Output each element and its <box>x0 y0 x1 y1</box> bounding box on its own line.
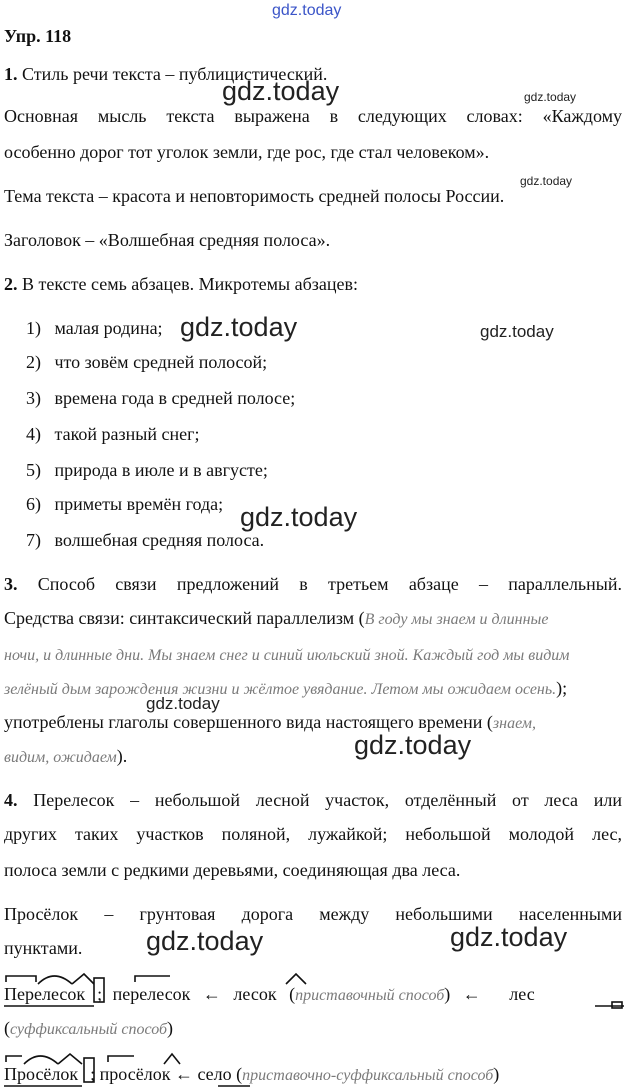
watermark: gdz.today <box>354 730 472 760</box>
watermark-top: gdz.today <box>272 2 342 19</box>
list-item: 1) малая родина; <box>26 318 163 338</box>
section-4-line-5: пунктами. <box>4 938 83 958</box>
section-1-heading: Заголовок – «Волшебная средняя полоса». <box>4 230 331 250</box>
section-4-line-2: других таких участков поляной, лужайкой; небольшой молодой лес, <box>4 824 622 844</box>
section-3-verbs-examples: видим, ожидаем). <box>4 746 128 766</box>
root-mark <box>38 976 72 984</box>
watermark: gdz.today <box>240 502 358 532</box>
watermark: gdz.today <box>222 76 340 106</box>
list-item: 5) природа в июле и в августе; <box>26 460 268 480</box>
section-4-line-3: полоса земли с редкими деревьями, соединяющая два леса. <box>4 860 461 880</box>
wordform-row-3: Просёлок ; просёлок ← село (приставочно-суффиксальный способ) <box>4 1064 500 1084</box>
word-perelesok: перелесок <box>112 984 191 1004</box>
derivation-arrow: ← <box>202 984 221 1004</box>
list-item: 4) такой разный снег; <box>26 424 200 444</box>
section-4-line-4: Просёлок – грунтовая дорога между небольшими населенными <box>4 904 622 924</box>
section-3-line-2: Средства связи: синтаксический параллелизм (В году мы знаем и длинные <box>4 608 549 628</box>
suffix-mark <box>164 1054 180 1064</box>
word-les: лес <box>509 984 535 1004</box>
exercise-title: Упр. 118 <box>4 26 72 46</box>
suffix-mark <box>58 1054 82 1064</box>
derivation-arrow: ← <box>174 1064 193 1084</box>
list-item: 3) времена года в средней полосе; <box>26 388 296 408</box>
watermark: gdz.today <box>480 322 554 341</box>
prefix-mark <box>135 976 170 982</box>
watermark: gdz.today <box>146 926 264 956</box>
word-proselok: просёлок <box>99 1064 171 1084</box>
watermark: gdz.today <box>524 90 577 104</box>
prefix-mark <box>108 1056 134 1062</box>
prefix-mark <box>6 976 36 982</box>
ending-mark <box>612 1002 622 1008</box>
watermark: gdz.today <box>146 694 220 713</box>
watermark: gdz.today <box>520 174 573 188</box>
section-2-intro: 2. В тексте семь абзацев. Микротемы абзацев: <box>4 274 359 294</box>
section-1-idea-line-1: Основная мысль текста выражена в следующих словах: «Каждому <box>4 106 622 126</box>
section-3-line-1: 3. Способ связи предложений в третьем абзаце – параллельный. <box>4 574 622 594</box>
prefix-mark <box>6 1056 22 1062</box>
list-item: 2) что зовём средней полосой; <box>26 352 268 372</box>
suffix-mark <box>72 974 94 984</box>
derivation-arrow: ← <box>462 984 481 1004</box>
wordform-row-1: Перелесок ; перелесок ← лесок (приставочный способ) ← лес <box>4 984 535 1004</box>
list-item: 6) приметы времён года; <box>26 494 224 514</box>
suffix-mark <box>286 974 306 984</box>
list-item: 7) волшебная средняя полоса. <box>26 530 265 550</box>
section-3-example-line-2: зелёный дым зарождения жизни и жёлтое увядание. Летом мы ожидаем осень.); <box>4 678 568 698</box>
section-1-style: 1. Стиль речи текста – публицистический. <box>4 64 328 84</box>
section-3-example-line-1: ночи, и длинные дни. Мы знаем снег и синий июльский зной. Каждый год мы видим <box>4 647 570 664</box>
word-lesok: лесок <box>233 984 277 1004</box>
section-1-theme: Тема текста – красота и неповторимость средней полосы России. <box>4 186 505 206</box>
watermark: gdz.today <box>180 312 298 342</box>
word-selo: село <box>197 1064 232 1084</box>
word-perelesok-parsed: Перелесок <box>4 984 86 1004</box>
watermark: gdz.today <box>450 922 568 952</box>
wordform-row-2: (суффиксальный способ) <box>4 1018 174 1038</box>
section-4-line-1: 4. Перелесок – небольшой лесной участок, отделённый от леса или <box>4 790 623 810</box>
root-mark <box>24 1056 58 1064</box>
section-1-idea-line-2: особенно дорог тот уголок земли, где рос, где стал человеком». <box>4 142 490 162</box>
word-proselok-parsed: Просёлок <box>4 1064 79 1084</box>
section-3-verbs-line: употреблены глаголы совершенного вида настоящего времени (знаем, <box>4 712 536 732</box>
